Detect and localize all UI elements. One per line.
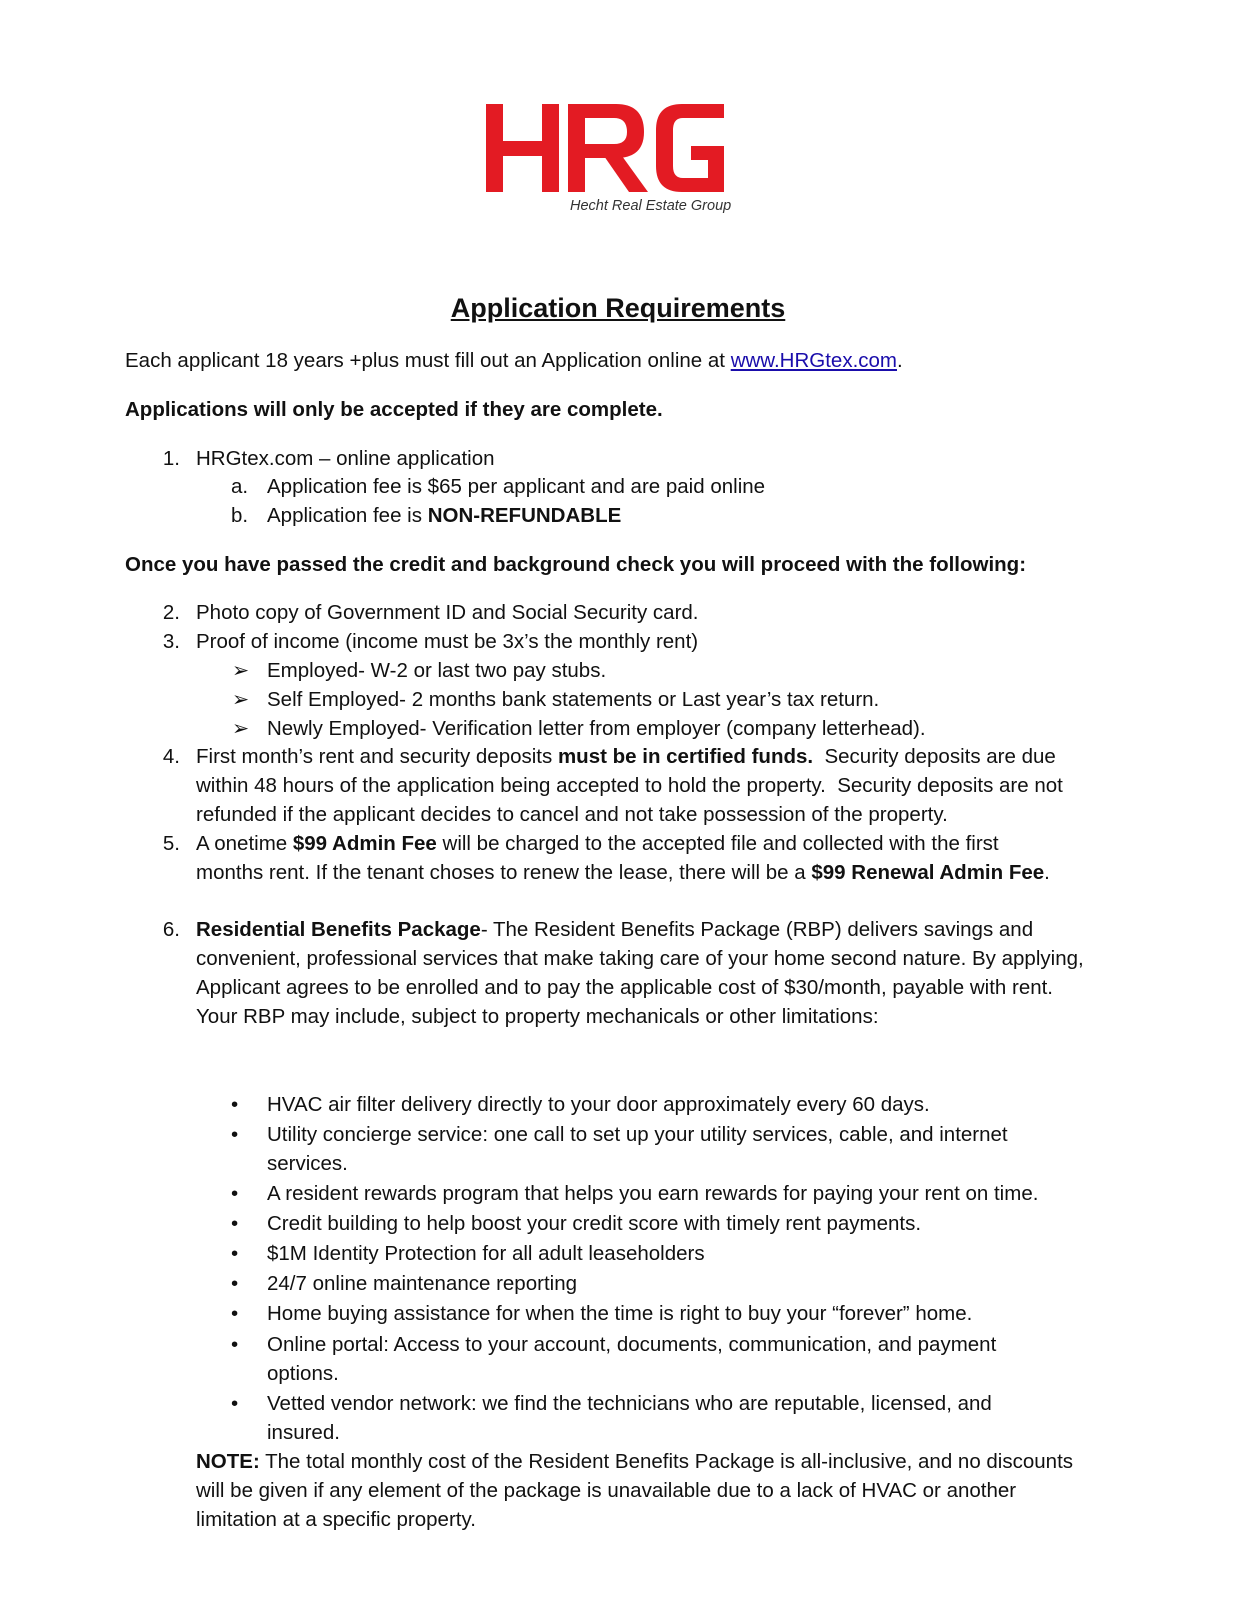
complete-notice: Applications will only be accepted if they are complete. — [125, 398, 663, 421]
intro-line — [125, 346, 903, 375]
bullet-icon: • — [231, 1333, 239, 1356]
item-5-number: 5. — [162, 832, 180, 855]
income-bullet: Newly Employed- Verification letter from employer (company letterhead). — [267, 717, 926, 740]
proceed-notice: Once you have passed the credit and background check you will proceed with the following: — [125, 553, 1027, 576]
benefit-item: Home buying assistance for when the time is right to buy your “forever” home. — [267, 1302, 973, 1325]
item-1a-text: Application fee is $65 per applicant and are paid online — [267, 475, 766, 498]
package-note — [196, 1447, 1096, 1534]
arrow-bullet-icon: ➢ — [232, 659, 250, 682]
item-6-number: 6. — [162, 918, 180, 941]
benefit-item: HVAC air filter delivery directly to your door approximately every 60 days. — [267, 1093, 930, 1116]
benefit-item: Online portal: Access to your account, documents, communication, and payment options. — [267, 1333, 997, 1385]
intro-after: . — [897, 349, 903, 372]
bullet-icon: • — [231, 1093, 239, 1116]
bullet-icon: • — [231, 1302, 239, 1325]
income-bullet: Employed- W-2 or last two pay stubs. — [267, 659, 607, 682]
note-label: NOTE: — [196, 1450, 260, 1473]
item-2-number: 2. — [162, 601, 180, 624]
item-5-part-2: will be charged to the accepted file and collected with the first months rent. If the tenant choses to renew the lease, there will be a — [196, 832, 999, 884]
item-1-number: 1. — [162, 447, 180, 470]
admin-fee-label: $99 Admin Fee — [292, 832, 437, 855]
bullet-icon: • — [231, 1123, 239, 1146]
intro-text: Each applicant 18 years +plus must fill out an Application online at — [125, 349, 731, 372]
renewal-fee-label: $99 Renewal Admin Fee — [811, 861, 1045, 884]
page-title: Application Requirements — [450, 293, 786, 323]
benefit-item: $1M Identity Protection for all adult leaseholders — [267, 1242, 705, 1265]
item-1a-marker: a. — [231, 475, 249, 498]
note-text: The total monthly cost of the Resident Benefits Package is all-inclusive, and no discounts will be given if any element of the package is unavailable due to a lack of HVAC or another limitation at a specific property. — [196, 1450, 1074, 1531]
bullet-icon: • — [231, 1182, 239, 1205]
item-6-text — [196, 915, 1091, 1031]
benefits-package-label: Residential Benefits Package — [196, 918, 481, 941]
benefit-item: Vetted vendor network: we find the technicians who are reputable, licensed, and insured. — [267, 1392, 992, 1444]
item-1b-marker: b. — [231, 504, 249, 527]
bullet-icon: • — [231, 1212, 239, 1235]
certified-funds-label: must be in certified funds. — [557, 745, 814, 768]
logo-subtitle: Hecht Real Estate Group — [570, 198, 732, 214]
item-5-text — [196, 829, 1066, 887]
item-5-part-3: . — [1044, 861, 1050, 884]
arrow-bullet-icon: ➢ — [232, 688, 250, 711]
item-1b-text — [267, 501, 621, 530]
benefit-item: A resident rewards program that helps you earn rewards for paying your rent on time. — [267, 1182, 1039, 1205]
benefit-item: Credit building to help boost your credit score with timely rent payments. — [267, 1212, 922, 1235]
income-bullet: Self Employed- 2 months bank statements or Last year’s tax return. — [267, 688, 880, 711]
item-4-number: 4. — [162, 745, 180, 768]
bullet-icon: • — [231, 1272, 239, 1295]
item-4-part-2: Security deposits are due within 48 hours of the application being accepted to hold the property. Security deposits are not refunded if the applicant decides to cancel and not take possession of the property. — [196, 745, 1069, 826]
item-3-text: Proof of income (income must be 3x’s the monthly rent) — [196, 630, 699, 653]
benefit-item: 24/7 online maintenance reporting — [267, 1272, 577, 1295]
company-logo — [486, 100, 731, 220]
hrg-logo-mark — [486, 100, 731, 200]
item-4-part-1: First month’s rent and security deposits — [196, 745, 558, 768]
item-6-description: - The Resident Benefits Package (RBP) delivers savings and convenient, professional services that make taking care of your home second nature. By applying, Applicant agrees to be enrolled and to pay the applicable cost of $30/month, payable with rent. Your RBP may include, subject to property mechanicals or other limitations: — [196, 918, 1084, 1028]
item-1-text: HRGtex.com – online application — [196, 447, 495, 470]
website-link[interactable]: www.HRGtex.com — [730, 349, 898, 372]
arrow-bullet-icon: ➢ — [232, 717, 250, 740]
bullet-icon: • — [231, 1242, 239, 1265]
item-5-part-1: A onetime — [196, 832, 293, 855]
item-3-number: 3. — [162, 630, 180, 653]
item-1b-plain: Application fee is — [267, 504, 428, 527]
non-refundable-label: NON-REFUNDABLE — [427, 504, 622, 527]
bullet-icon: • — [231, 1392, 239, 1415]
benefit-item: Utility concierge service: one call to set up your utility services, cable, and internet services. — [267, 1123, 1008, 1175]
item-2-text: Photo copy of Government ID and Social Security card. — [196, 601, 699, 624]
item-4-text — [196, 742, 1091, 829]
